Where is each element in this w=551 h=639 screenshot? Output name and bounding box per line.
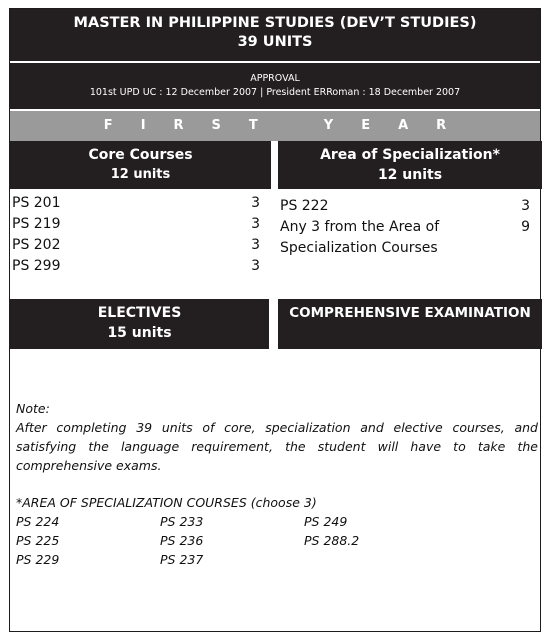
year-letter: S: [211, 118, 221, 133]
year-letter: I: [140, 118, 146, 133]
list-item: PS 288.2: [304, 533, 360, 548]
specialization-course-list: [280, 196, 530, 259]
aos-title: *AREA OF SPECIALIZATION COURSES (choose 3): [16, 495, 317, 510]
course-units: 3: [521, 198, 530, 214]
approval-block: [10, 63, 540, 109]
course-code: PS 222: [280, 198, 329, 214]
course-code: PS 202: [12, 237, 61, 253]
approval-details: 101st UPD UC : 12 December 2007 | President ERRoman : 18 December 2007: [89, 87, 461, 98]
year-letter: R: [436, 118, 447, 133]
program-units: 39 UNITS: [237, 34, 313, 50]
list-item: [12, 193, 260, 214]
year-letter: E: [361, 118, 371, 133]
course-units: 3: [251, 216, 260, 232]
list-item: PS 233: [160, 514, 204, 529]
comprehensive-exam-header: [278, 299, 542, 349]
core-units: 12 units: [110, 167, 171, 182]
course-units: 9: [521, 219, 530, 235]
electives-units: 15 units: [107, 325, 172, 341]
year-letter: T: [248, 118, 258, 133]
core-title: Core Courses: [88, 147, 193, 163]
curriculum-frame: [9, 8, 541, 632]
year-letter: Y: [323, 118, 334, 133]
list-item: PS 225: [16, 533, 60, 548]
approval-label: APPROVAL: [250, 73, 300, 84]
aos-course-grid: [16, 512, 516, 569]
course-description: Any 3 from the Area of Specialization Courses: [280, 219, 440, 256]
electives-title: ELECTIVES: [97, 305, 182, 321]
list-item: PS 236: [160, 533, 204, 548]
electives-header: [10, 299, 269, 349]
program-header: [10, 9, 540, 61]
list-item: [304, 550, 448, 569]
list-item: [280, 196, 530, 217]
core-course-list: [12, 193, 260, 277]
list-item: [12, 256, 260, 277]
specialization-units: 12 units: [377, 167, 443, 183]
program-title: MASTER IN PHILIPPINE STUDIES (DEV’T STUDIES): [73, 15, 477, 31]
course-code: PS 201: [12, 195, 61, 211]
course-units: 3: [251, 258, 260, 274]
list-item: PS 249: [304, 514, 348, 529]
year-band: [10, 111, 540, 141]
note-block: [16, 399, 538, 475]
specialization-header: [278, 141, 542, 189]
list-item: PS 229: [16, 552, 60, 567]
year-letter: R: [173, 118, 184, 133]
list-item: [280, 217, 530, 259]
list-item: PS 237: [160, 552, 204, 567]
note-text: After completing 39 units of core, specialization and elective courses, and satisfying the language requirement, the student will have to take the comprehensive exams.: [16, 420, 538, 473]
year-letter: F: [103, 118, 113, 133]
comprehensive-title: COMPREHENSIVE EXAMINATION: [289, 305, 531, 321]
course-code: PS 299: [12, 258, 61, 274]
course-code: PS 219: [12, 216, 61, 232]
list-item: [12, 235, 260, 256]
course-units: 3: [251, 237, 260, 253]
year-letter: A: [398, 118, 409, 133]
course-units: 3: [251, 195, 260, 211]
specialization-title: Area of Specialization*: [320, 147, 500, 163]
list-item: [12, 214, 260, 235]
core-courses-header: [10, 141, 271, 189]
aos-block: [16, 493, 516, 569]
list-item: PS 224: [16, 514, 60, 529]
note-label: Note:: [16, 401, 50, 416]
